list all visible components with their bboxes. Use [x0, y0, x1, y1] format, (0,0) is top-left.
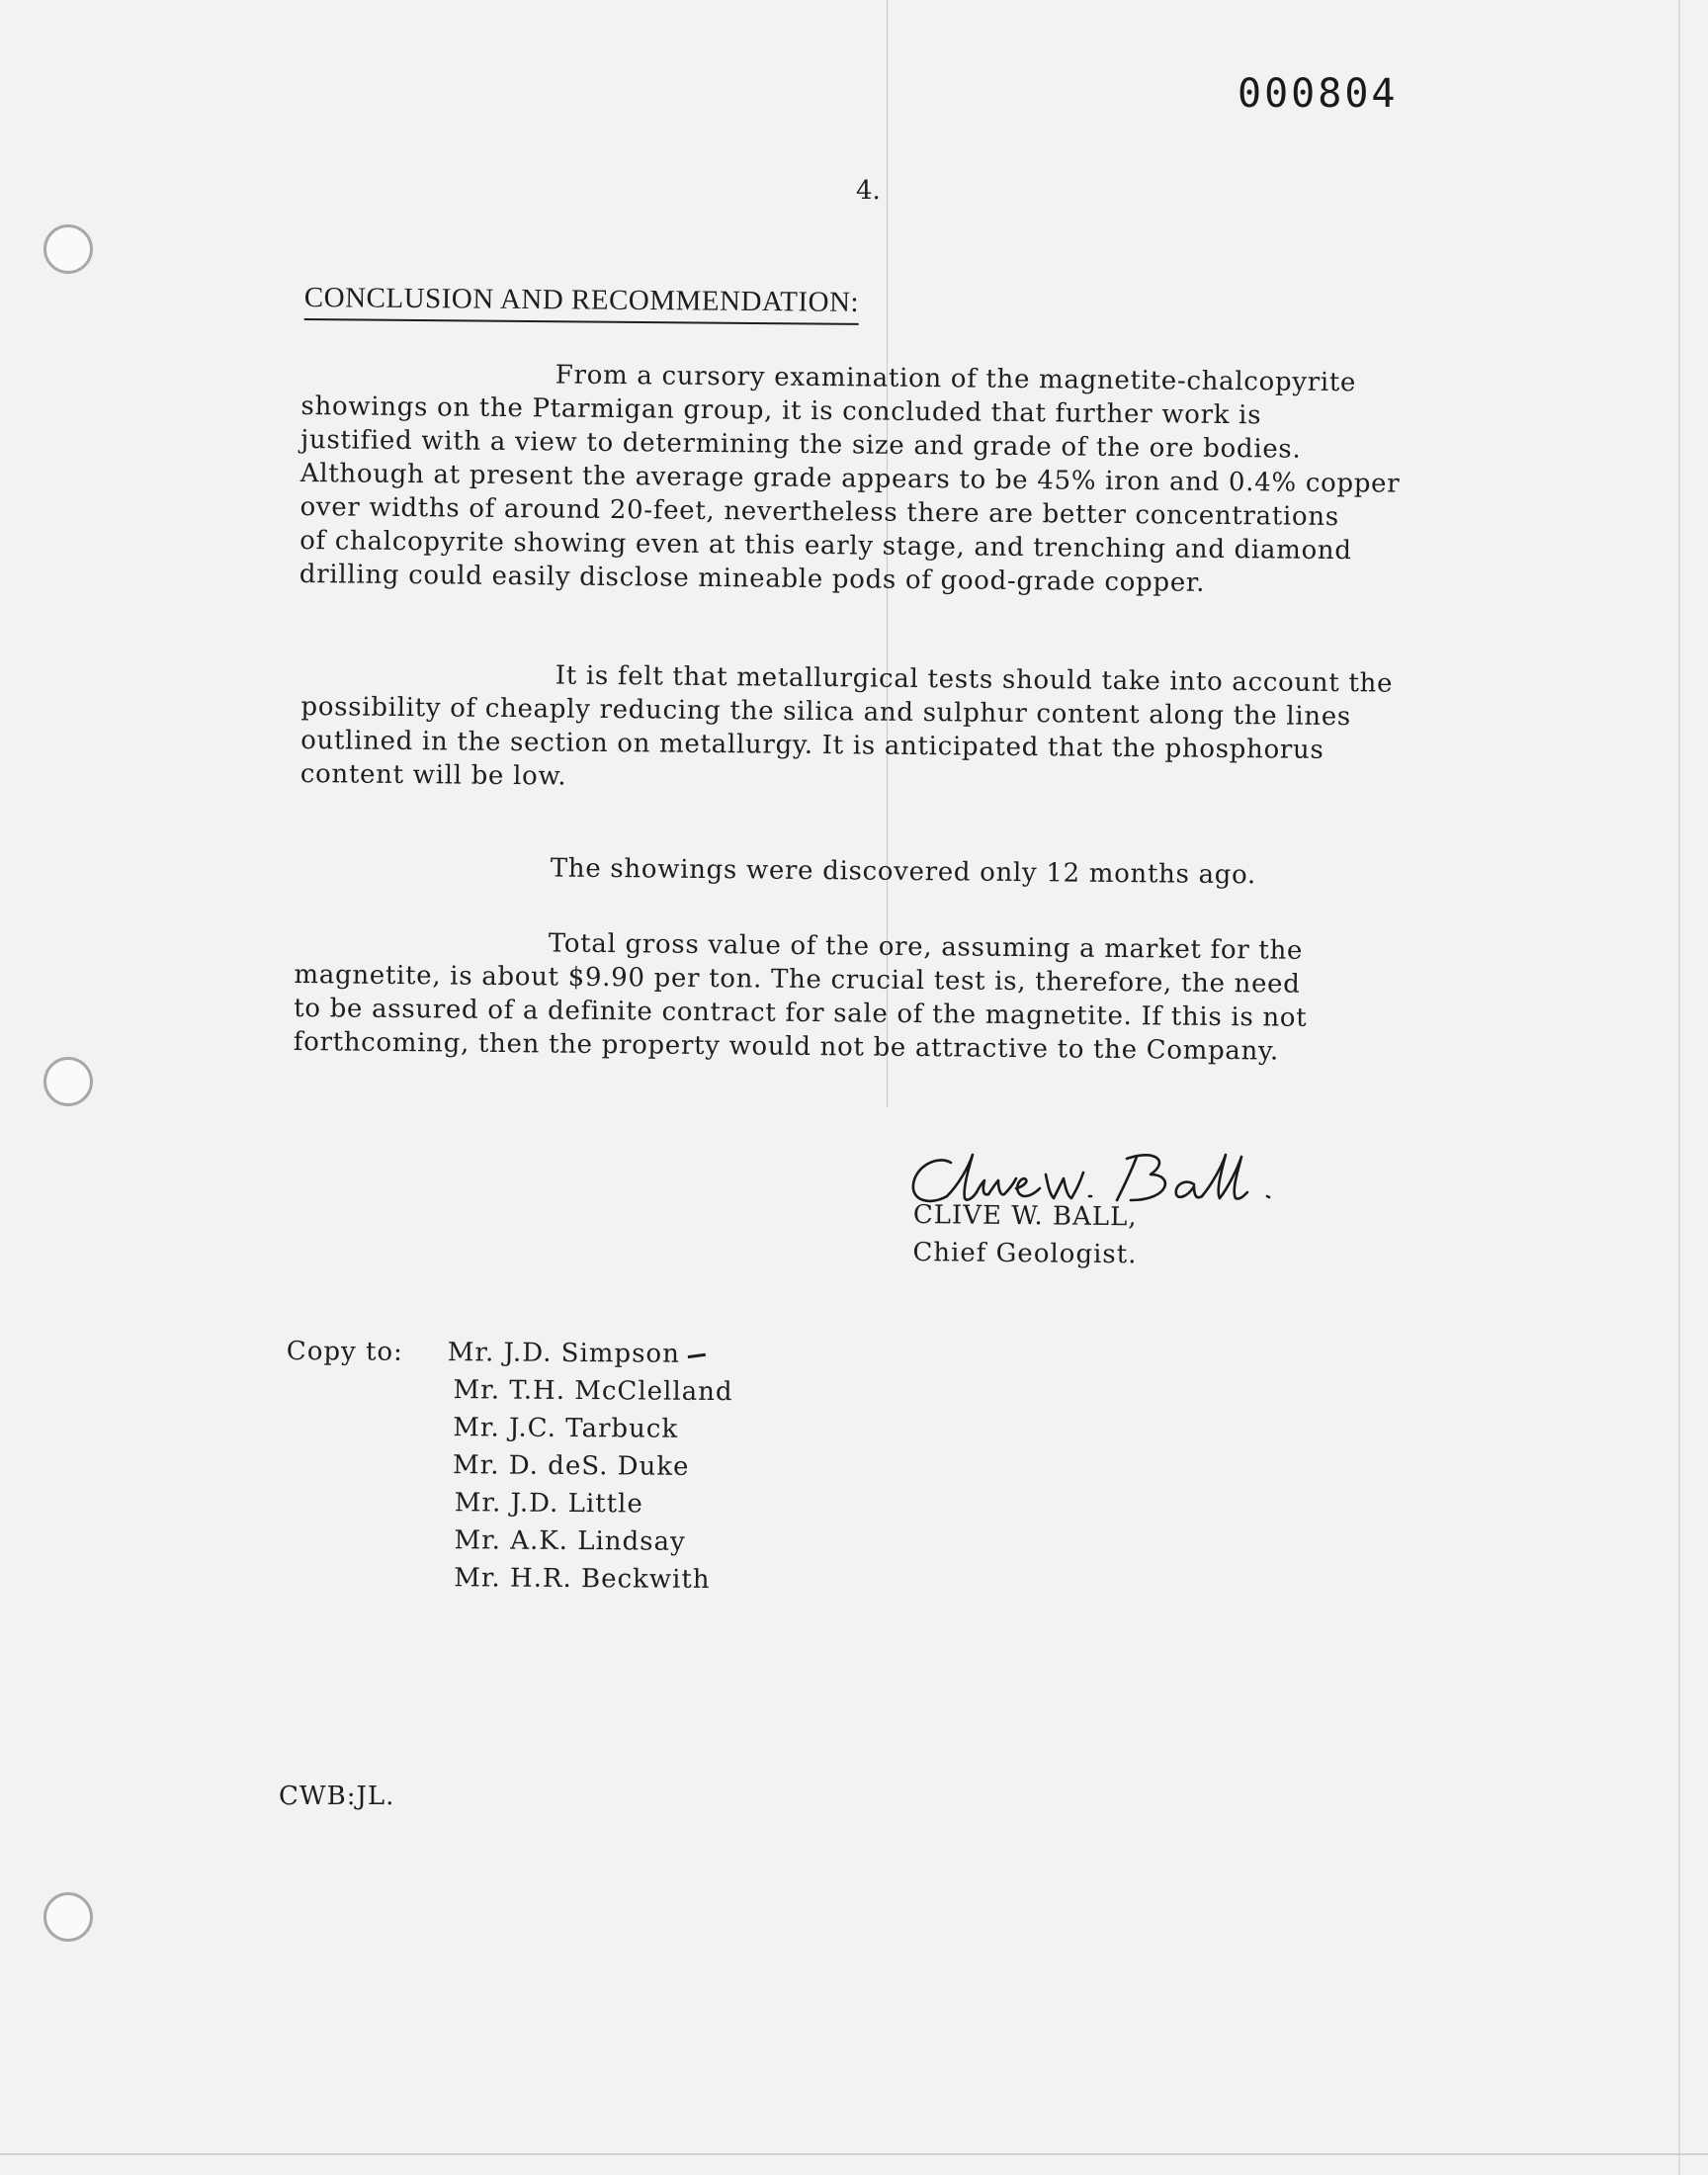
punch-hole-top	[43, 224, 93, 274]
copy-recipient: Mr. H.R. Beckwith	[454, 1563, 711, 1595]
paragraph-line: showings on the Ptarmigan group, it is concluded that further work is	[300, 391, 1262, 431]
paragraph-conclusion	[299, 356, 1616, 604]
recipient-name: Mr. J.D. Simpson	[447, 1338, 680, 1369]
paragraph-line: of chalcopyrite showing even at this early stage, and trenching and diamond	[299, 525, 1352, 566]
copy-recipient: Mr. T.H. McClelland	[453, 1375, 733, 1408]
paragraph-metallurgy	[300, 656, 1616, 804]
copy-to-list	[446, 1334, 733, 1599]
copy-recipient: Mr. J.D. Little	[454, 1488, 643, 1520]
copy-recipient	[448, 1334, 733, 1373]
signatory-name: CLIVE W. BALL,	[912, 1199, 1138, 1233]
paragraph-line: From a cursory examination of the magnetite-chalcopyrite	[555, 360, 1357, 398]
paragraph-line: Although at present the average grade appears to be 45% iron and 0.4% copper	[299, 458, 1401, 499]
check-mark-icon	[688, 1352, 706, 1357]
copy-recipient: Mr. A.K. Lindsay	[454, 1525, 686, 1557]
signature-block	[912, 1196, 1138, 1273]
copy-to-label: Copy to:	[286, 1336, 403, 1367]
paragraph-line: outlined in the section on metallurgy. It is anticipated that the phosphorus	[300, 725, 1324, 765]
copy-recipient: Mr. D. deS. Duke	[452, 1450, 690, 1482]
paragraph-line: possibility of cheaply reducing the silica and sulphur content along the lines	[300, 691, 1352, 733]
typist-initials: CWB:JL.	[279, 1782, 395, 1811]
page-edge-right	[1678, 0, 1680, 2175]
paragraph-line: to be assured of a definite contract for sale of the magnetite. If this is not	[294, 993, 1308, 1033]
paragraph-line: magnetite, is about $9.90 per ton. The crucial test is, therefore, the need	[294, 959, 1301, 1000]
page-edge-bottom	[0, 2153, 1708, 2155]
paragraph-line: over widths of around 20-feet, nevertheless there are better concentrations	[299, 491, 1339, 533]
paragraph-line: Total gross value of the ore, assuming a market for the	[548, 928, 1304, 966]
paragraph-line: The showings were discovered only 12 months ago.	[550, 853, 1257, 891]
signatory-title: Chief Geologist.	[912, 1237, 1138, 1270]
paragraph-line: forthcoming, then the property would not be attractive to the Company.	[293, 1026, 1280, 1067]
page-number: 4.	[856, 176, 881, 206]
paragraph-value	[294, 924, 1609, 1072]
section-heading: CONCLUSION AND RECOMMENDATION:	[304, 282, 860, 325]
document-number: 000804	[1238, 71, 1399, 117]
paragraph-line: It is felt that metallurgical tests should take into account the	[555, 660, 1394, 699]
punch-hole-middle	[43, 1057, 93, 1106]
punch-hole-bottom	[43, 1892, 93, 1942]
paragraph-line: content will be low.	[299, 758, 567, 792]
paragraph-line: drilling could easily disclose mineable pods of good-grade copper.	[299, 559, 1206, 598]
paragraph-discovery	[297, 849, 1611, 896]
paragraph-line: justified with a view to determining the size and grade of the ore bodies.	[300, 424, 1302, 465]
copy-recipient: Mr. J.C. Tarbuck	[453, 1413, 679, 1444]
